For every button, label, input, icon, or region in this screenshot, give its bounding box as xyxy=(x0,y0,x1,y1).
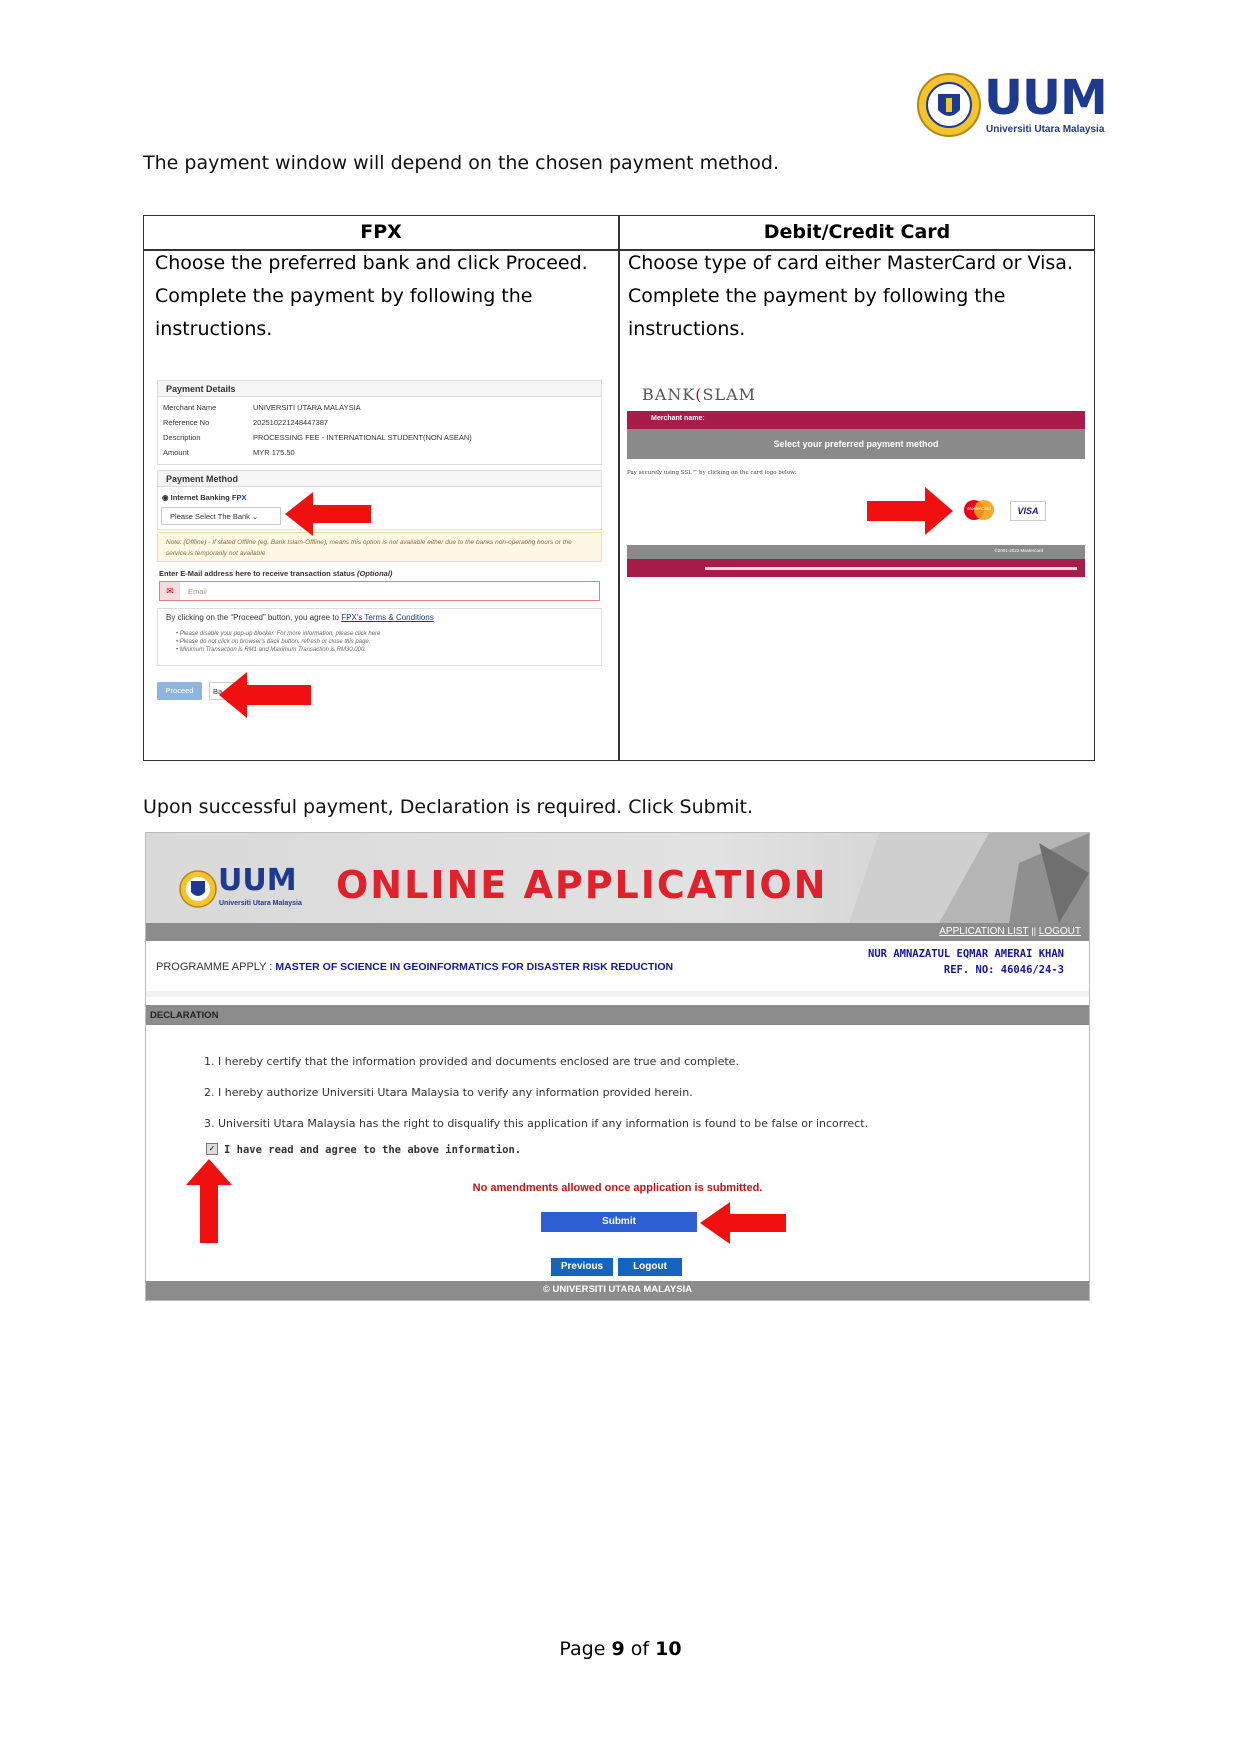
bullet-1: • Please disable your pop-up blocker. For more information, please click here xyxy=(176,631,381,637)
previous-button[interactable]: Previous xyxy=(551,1258,613,1276)
top-nav-links: APPLICATION LIST || LOGOUT xyxy=(939,926,1081,937)
card-instruction-1: Choose type of card either MasterCard or Visa. xyxy=(628,252,1073,274)
fpx-logo: FPX xyxy=(231,493,247,502)
uum-logo xyxy=(916,70,1106,142)
bullet-3: • Minimum Transaction is RM1 and Maximum Transaction is RM30,000. xyxy=(176,647,366,653)
red-arrow-left-icon xyxy=(700,1202,786,1244)
intro-text: The payment window will depend on the chosen payment method. xyxy=(143,152,780,174)
chevron-down-icon: ⌄ xyxy=(252,512,259,521)
fpx-instruction-1: Choose the preferred bank and click Proceed. xyxy=(155,252,588,274)
visa-icon[interactable]: VISA xyxy=(1010,501,1046,521)
red-arrow-up-icon xyxy=(186,1159,232,1243)
merchant-label: Merchant name: xyxy=(651,415,705,422)
declaration-item-3: 3. Universiti Utara Malaysia has the right to disqualify this application if any information is found to be false or incorrect. xyxy=(204,1117,869,1130)
proceed-button[interactable]: Proceed xyxy=(157,682,202,700)
application-list-link[interactable]: APPLICATION LIST xyxy=(939,926,1029,937)
payment-details-panel xyxy=(157,380,602,465)
terms-text: By clicking on the “Proceed” button, you agree to FPX's Terms & Conditions xyxy=(166,613,434,622)
bank-select[interactable]: Please Select The Bank ⌄ xyxy=(161,507,281,525)
card-header: Debit/Credit Card xyxy=(763,221,951,243)
logo-subtitle: Universiti Utara Malaysia xyxy=(986,124,1105,135)
merchant-value: UNIVERSITI UTARA MALAYSIA xyxy=(253,403,361,412)
fpx-header: FPX xyxy=(360,221,402,243)
reference-label: Reference No xyxy=(163,418,210,427)
terms-link[interactable]: FPX's Terms & Conditions xyxy=(341,613,434,622)
no-amendments-warning: No amendments allowed once application is submitted. xyxy=(472,1182,763,1194)
online-application-screenshot xyxy=(145,832,1090,1301)
payment-method-title: Payment Method xyxy=(158,471,601,487)
merchant-label: Merchant Name xyxy=(163,403,217,412)
envelope-icon: ✉ xyxy=(160,582,180,600)
reference-value: 202510221248447387 xyxy=(253,418,329,427)
internet-banking-radio[interactable]: ◉ Internet Banking FPX xyxy=(162,493,247,502)
declaration-title: DECLARATION xyxy=(150,1010,219,1021)
app-footer-text: © UNIVERSITI UTARA MALAYSIA xyxy=(542,1284,693,1295)
logout-link[interactable]: LOGOUT xyxy=(1038,926,1081,937)
declaration-header xyxy=(146,1005,1089,1025)
merchant-bar xyxy=(627,411,1085,429)
programme-name: MASTER OF SCIENCE IN GEOINFORMATICS FOR DISASTER RISK REDUCTION xyxy=(275,961,674,973)
bullet-2: • Please do not click on browser's back button, refresh or close this page. xyxy=(176,639,371,645)
card-instruction-3: instructions. xyxy=(628,318,746,340)
uum-crest-icon xyxy=(916,72,982,138)
reference-number: REF. NO: 46046/24-3 xyxy=(943,964,1064,976)
email-input[interactable] xyxy=(159,581,600,601)
declaration-intro: Upon successful payment, Declaration is required. Click Submit. xyxy=(143,796,753,818)
bank-bottom-bar xyxy=(627,559,1085,577)
terms-panel xyxy=(157,608,602,666)
back-button[interactable]: Ba xyxy=(209,682,249,700)
applicant-name: NUR AMNAZATUL EQMAR AMERAI KHAN xyxy=(868,948,1064,960)
payment-details-title: Payment Details xyxy=(158,381,601,397)
top-nav-bar xyxy=(146,923,1089,941)
mastercard-icon[interactable]: MasterCard xyxy=(962,499,996,521)
card-instruction-2: Complete the payment by following the xyxy=(628,285,1006,307)
bank-islam-screenshot xyxy=(627,380,1085,585)
secure-text: Pay securely using SSL™ by clicking on the card logo below: xyxy=(627,470,797,476)
app-banner xyxy=(146,833,1089,923)
app-logo-text: UUM xyxy=(218,863,297,898)
declaration-item-1: 1. I hereby certify that the information provided and documents enclosed are true and complete. xyxy=(204,1055,739,1068)
fpx-instruction-2: Complete the payment by following the xyxy=(155,285,533,307)
fpx-instruction-3: instructions. xyxy=(155,318,273,340)
submit-button[interactable]: Submit xyxy=(541,1212,697,1232)
fpx-payment-screenshot xyxy=(157,380,602,710)
red-arrow-left-icon xyxy=(285,492,371,536)
offline-note xyxy=(157,532,602,562)
payment-method-panel xyxy=(157,470,602,530)
description-label: Description xyxy=(163,433,201,442)
amount-label: Amount xyxy=(163,448,189,457)
programme-line: PROGRAMME APPLY : MASTER OF SCIENCE IN GEOINFORMATICS FOR DISASTER RISK REDUCTION xyxy=(156,961,674,973)
page-number: Page 9 of 10 xyxy=(559,1638,682,1660)
declaration-item-2: 2. I hereby authorize Universiti Utara Malaysia to verify any information provided herein. xyxy=(204,1086,693,1099)
bank-footer-bar xyxy=(627,545,1085,559)
amount-value: MYR 175.50 xyxy=(253,448,295,457)
bank-footer-text: ©2001-2022 Mastercard xyxy=(994,548,1043,553)
description-value: PROCESSING FEE - INTERNATIONAL STUDENT(NON ASEAN) xyxy=(253,433,472,442)
app-title: ONLINE APPLICATION xyxy=(336,863,828,907)
red-arrow-left-icon xyxy=(219,672,311,718)
email-title: Enter E-Mail address here to receive transaction status (Optional) xyxy=(159,569,393,578)
uum-crest-icon xyxy=(179,867,217,911)
red-arrow-right-icon xyxy=(867,487,953,535)
select-method-bar: Select your preferred payment method xyxy=(627,429,1085,459)
logout-button[interactable]: Logout xyxy=(618,1258,682,1276)
agree-checkbox[interactable]: ✓ xyxy=(206,1143,218,1155)
email-placeholder: Email xyxy=(188,587,207,596)
logo-text: UUM xyxy=(984,70,1107,126)
agree-label: I have read and agree to the above information. xyxy=(224,1144,522,1156)
app-footer xyxy=(146,1281,1089,1301)
note-text: Note: (Offline) - If stated Offline (eg. Bank Islam-Offline), means this option is not available either due to the banks non-operating hours or the service is temporarily not available xyxy=(166,539,572,557)
applicant-info xyxy=(868,946,1064,978)
bank-islam-logo: BANK(SLAM xyxy=(642,385,757,404)
app-logo-subtitle: Universiti Utara Malaysia xyxy=(219,900,302,907)
